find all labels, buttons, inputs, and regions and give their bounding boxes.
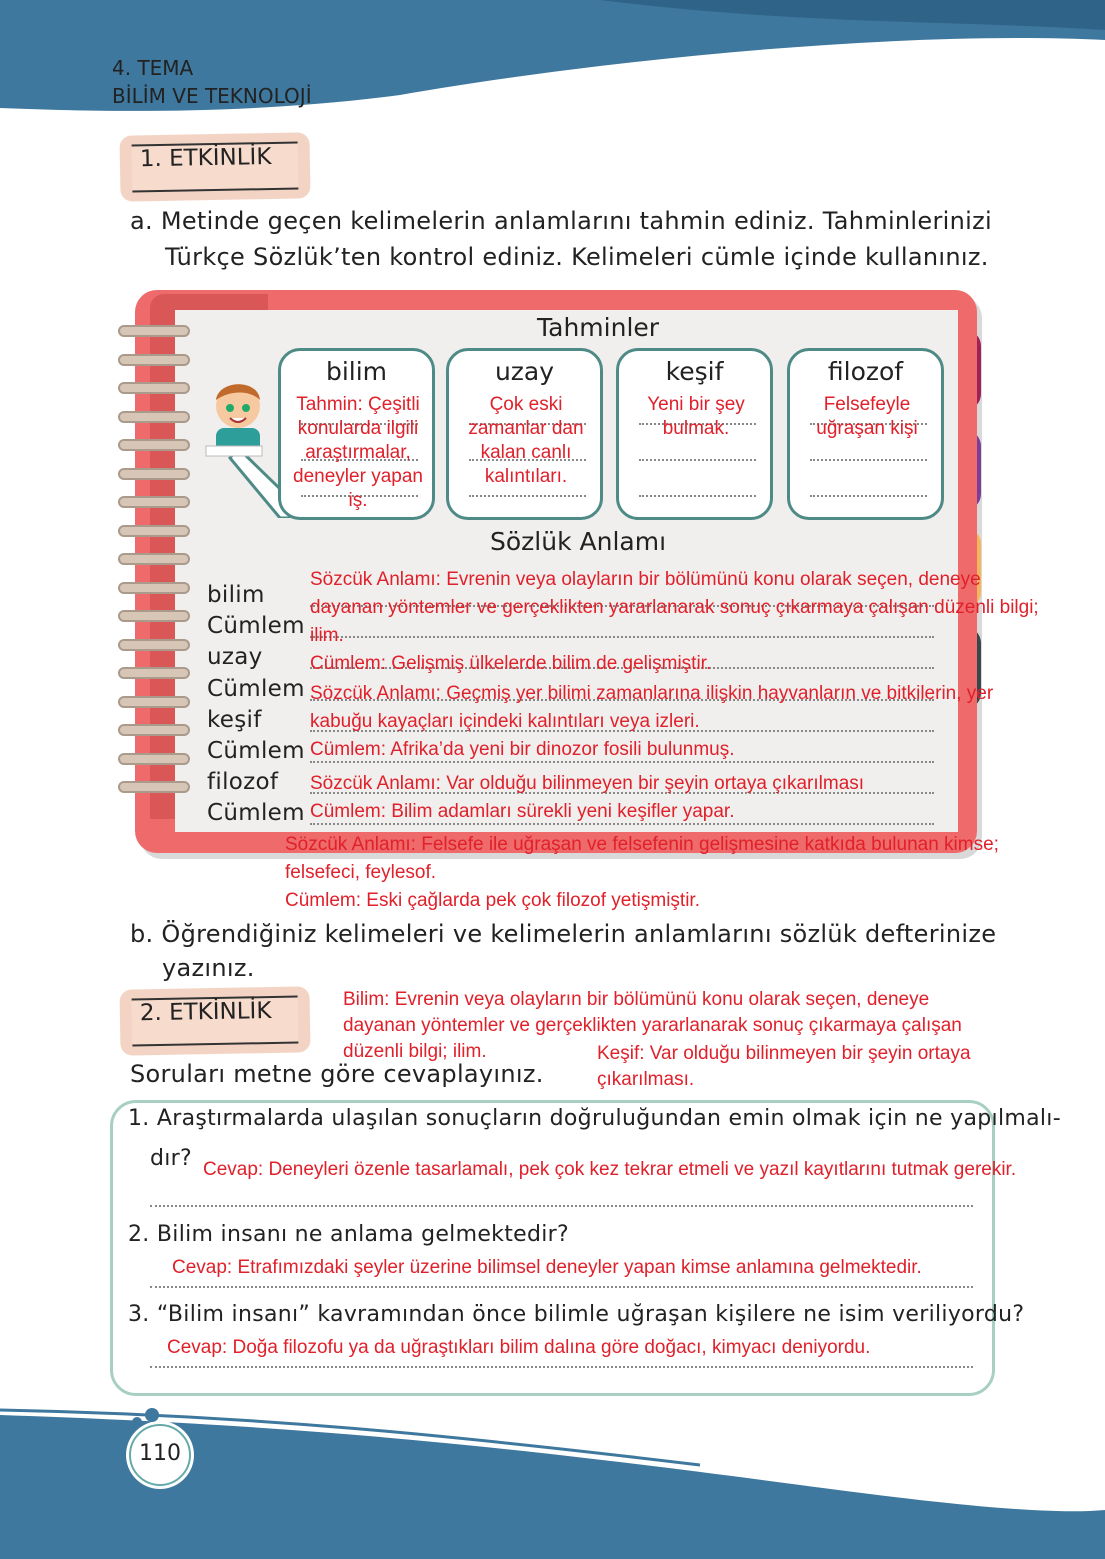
guess-answer: Çok eski zamanlar (468, 394, 563, 439)
spiral-ring (118, 468, 190, 480)
dotted-line (639, 459, 756, 461)
activity1-badge: 1. ETKİNLİK (119, 132, 310, 201)
question-3: 3. “Bilim insanı” kavramından önce bilimle uğraşan kişilere ne isim veriliyordu? (128, 1302, 1025, 1327)
guess-card-0: bilim Tahmin: Çeşitli konularda ilgili araştırmalar, deneyler yapan iş. (278, 348, 435, 520)
row-label: uzay (207, 644, 263, 671)
spiral-ring (118, 525, 190, 537)
guesses-title: Tahminler (537, 313, 660, 342)
spiral-ring (118, 582, 190, 594)
notebook-answer[interactable]: Bilim: Evrenin veya olayların bir bölümünü konu olarak seçen, deneye (343, 989, 930, 1010)
guess-answer-block[interactable] (794, 393, 940, 441)
spiral-ring (118, 639, 190, 651)
dotted-line (639, 495, 756, 497)
spiral-ring (118, 553, 190, 565)
instruction-b-line1: b. Öğrendiğiniz kelimeleri ve kelimelerin anlamlarını sözlük defterinize (130, 920, 997, 948)
dictionary-answer[interactable]: Sözcük Anlamı: Var olduğu bilinmeyen bir şeyin ortaya çıkarılması (310, 773, 865, 794)
dictionary-answer[interactable]: Cümlem: Bilim adamları sürekli yeni keşifler yapar. (310, 801, 735, 822)
spiral-ring (118, 781, 190, 793)
instruction-b-line2: yazınız. (162, 954, 255, 982)
dotted-line (810, 459, 927, 461)
spiral-ring (118, 724, 190, 736)
dictionary-answer[interactable]: Cümlem: Afrika’da yeni bir dinozor fosili bulunmuş. (310, 739, 735, 760)
guess-card-2: keşif Yeni bir şey bulmak. (616, 348, 773, 520)
dictionary-answer[interactable]: Sözcük Anlamı: Evrenin veya olayların bir bölümünü konu olarak seçen, deneye (310, 569, 981, 590)
spiral-ring (118, 382, 190, 394)
row-label: Cümlem (207, 675, 305, 702)
theme-title: BİLİM VE TEKNOLOJİ (112, 84, 312, 108)
guess-answer: ilgili araştırmalar, (305, 418, 419, 463)
row-label: Cümlem (207, 738, 305, 764)
guess-answer-block[interactable] (623, 393, 769, 441)
guess-answer: Yeni bir şey (647, 394, 745, 415)
question-1-cont: dır? (150, 1146, 192, 1171)
spiral-ring (118, 753, 190, 765)
notebook-answer[interactable]: Keşif: Var olduğu bilinmeyen bir şeyin ortaya (597, 1043, 971, 1064)
dictionary-answer[interactable]: Sözcük Anlamı: Geçmiş yer bilimi zamanlarına ilişkin hayvanların ve bitkilerin, yer (310, 683, 994, 704)
answer-line[interactable] (150, 1205, 973, 1207)
page-number: 110 (139, 1441, 181, 1466)
notebook-answer[interactable]: çıkarılması. (597, 1069, 695, 1090)
row-label: Cümlem (207, 800, 305, 827)
instruction-a-line1: a. Metinde geçen kelimelerin anlamlarını tahmin ediniz. Tahminlerinizi (130, 207, 992, 235)
activity2-instruction: Soruları metne göre cevaplayınız. (130, 1060, 544, 1088)
answer-line[interactable] (150, 1366, 973, 1368)
row-label: Cümlem (207, 613, 305, 640)
dictionary-answer[interactable]: kabuğu kayaçları içindeki kalıntıları veya izleri. (310, 711, 700, 732)
answer-line[interactable] (150, 1286, 973, 1288)
guess-answer: kalıntıları. (484, 466, 568, 487)
instruction-a-line2: Türkçe Sözlük’ten kontrol ediniz. Kelimeleri cümle içinde kullanınız. (165, 243, 989, 271)
dotted-line[interactable] (310, 636, 934, 638)
guess-answer: Tahmin: Çeşitli konularda (296, 394, 420, 439)
row-label: filozof (207, 769, 279, 796)
footer-wave (0, 1395, 1105, 1559)
guess-answer-block[interactable] (285, 393, 431, 513)
spiral-ring (118, 325, 190, 337)
spiral-ring (118, 411, 190, 423)
dictionary-answer[interactable]: felsefeci, feylesof. (285, 862, 437, 883)
dictionary-title: Sözlük Anlamı (490, 527, 667, 556)
spiral-ring (118, 354, 190, 366)
spiral-ring (118, 696, 190, 708)
dictionary-answer[interactable]: Cümlem: Gelişmiş ülkelerde bilim de gelişmiştir. (310, 653, 712, 674)
dictionary-answer[interactable]: Cümlem: Eski çağlarda pek çok filozof yetişmiştir. (285, 890, 700, 911)
dictionary-answer[interactable]: Sözcük Anlamı: Felsefe ile uğraşan ve felsefenin gelişmesine katkıda bulunan kimse; (285, 834, 999, 855)
notebook-answer[interactable]: dayanan yöntemler ve gerçeklikten yararlanarak sonuç çıkarmaya çalışan (343, 1015, 962, 1036)
dictionary-answer[interactable]: ilim. (310, 625, 344, 646)
row-label: keşif (207, 706, 262, 733)
spiral-ring (118, 667, 190, 679)
dictionary-answer[interactable]: dayanan yöntemler ve gerçeklikten yararlanarak sonuç çıkarmaya çalışan düzenli bilgi; (310, 597, 1039, 618)
spiral-ring (118, 610, 190, 622)
activity2-badge: 2. ETKİNLİK (119, 986, 310, 1055)
spiral-ring (118, 496, 190, 508)
theme-number: 4. TEMA (112, 56, 194, 80)
notebook-answer[interactable]: düzenli bilgi; ilim. (343, 1041, 487, 1062)
guess-card-3: filozof Felsefeyle uğraşan kişi (787, 348, 944, 520)
dotted-line (469, 495, 586, 497)
guess-answer: bulmak. (662, 418, 730, 439)
question-1: 1. Araştırmalarda ulaşılan sonuçların doğruluğundan emin olmak için ne yapılmalı- (128, 1106, 1061, 1131)
question-2: 2. Bilim insanı ne anlama gelmektedir? (128, 1222, 569, 1247)
guess-answer: dan kalan canlı (480, 418, 584, 463)
row-label: bilim (207, 582, 265, 608)
guess-answer-block[interactable] (453, 393, 599, 489)
guess-answer: Felsefeyle uğraşan kişi (816, 394, 918, 439)
theme-header (112, 54, 312, 110)
answer-1[interactable]: Cevap: Deneyleri özenle tasarlamalı, pek çok kez tekrar etmeli ve yazıl kayıtlarını tutmak gerekir. (203, 1159, 1017, 1180)
guess-answer: deneyler yapan iş. (293, 466, 423, 511)
spiral-ring (118, 439, 190, 451)
answer-2[interactable]: Cevap: Etrafımızdaki şeyler üzerine bilimsel deneyler yapan kimse anlamına gelmektedir. (172, 1257, 922, 1278)
answer-3[interactable]: Cevap: Doğa filozofu ya da uğraştıkları bilim dalına göre doğacı, kimyacı deniyordu. (167, 1337, 871, 1358)
dotted-line (810, 495, 927, 497)
guess-card-1: uzay Çok eski zamanlar dan kalan canlı kalıntıları. (446, 348, 603, 520)
